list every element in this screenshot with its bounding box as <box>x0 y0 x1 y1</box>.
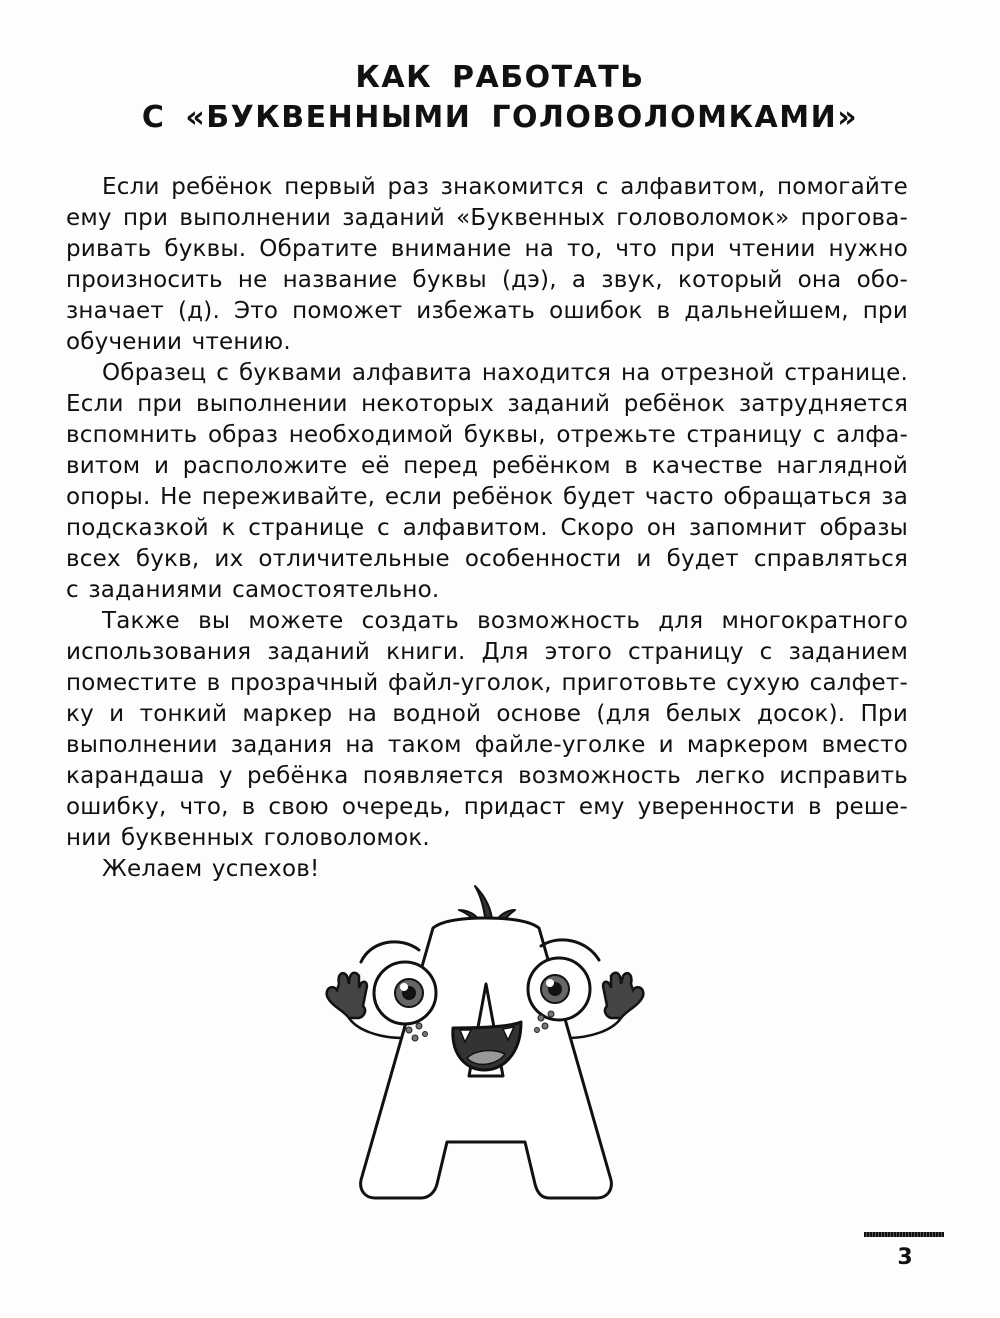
text-line: ривать буквы. Обратите внимание на то, что при чтении нужно <box>66 236 908 262</box>
right-eyebrow <box>541 940 599 960</box>
letter-a-mascot-icon <box>315 880 660 1220</box>
text-line: карандаша у ребёнка появляется возможность легко исправить <box>66 763 908 789</box>
page-number: 3 <box>897 1245 913 1270</box>
text-line: подсказкой к странице с алфавитом. Скоро он запомнит образы <box>66 515 908 541</box>
left-eye <box>374 962 436 1024</box>
text-line: использования заданий книги. Для этого страницу с заданием <box>66 639 908 665</box>
text-line: Если ребёнок первый раз знакомится с алфавитом, помогайте <box>102 174 908 200</box>
right-eye <box>528 958 590 1020</box>
text-line: поместите в прозрачный файл-уголок, приготовьте сухую салфет- <box>66 670 908 696</box>
text-line: с заданиями самостоятельно. <box>66 577 440 603</box>
text-line: ку и тонкий маркер на водной основе (для белых досок). При <box>66 701 908 727</box>
text-line: опоры. Не переживайте, если ребёнок будет часто обращаться за <box>66 484 908 510</box>
text-line: ошибку, что, в свою очередь, придаст ему уверенности в реше- <box>66 794 908 820</box>
text-line: всех букв, их отличительные особенности и будет справляться <box>66 546 908 572</box>
text-line: обучении чтению. <box>66 329 291 355</box>
left-eyebrow <box>361 942 419 962</box>
instructions-text <box>66 172 908 885</box>
text-line: вспомнить образ необходимой буквы, отрежьте страницу с алфа- <box>66 422 908 448</box>
text-line: Если при выполнении некоторых заданий ребёнок затрудняется <box>66 391 908 417</box>
closing-wish: Желаем успехов! <box>102 856 320 882</box>
text-line: произносить не название буквы (дэ), а звук, который она обо- <box>66 267 908 293</box>
text-line: значает (д). Это поможет избежать ошибок в дальнейшем, при <box>66 298 908 324</box>
page-title <box>0 58 1000 138</box>
text-line: Образец с буквами алфавита находится на отрезной странице. <box>102 360 908 386</box>
text-line: выполнении задания на таком файле-уголке и маркером вместо <box>66 732 908 758</box>
text-line: нии буквенных головоломок. <box>66 825 430 851</box>
page-number-rule <box>864 1232 944 1237</box>
page-title-line-2: С «БУКВЕННЫМИ ГОЛОВОЛОМКАМИ» <box>141 100 859 135</box>
text-line: Также вы можете создать возможность для многократного <box>102 608 908 634</box>
text-line: ему при выполнении заданий «Буквенных головоломок» прогова- <box>66 205 908 231</box>
text-line: витом и расположите её перед ребёнком в качестве наглядной <box>66 453 908 479</box>
page-title-line-1: КАК РАБОТАТЬ <box>355 60 645 95</box>
